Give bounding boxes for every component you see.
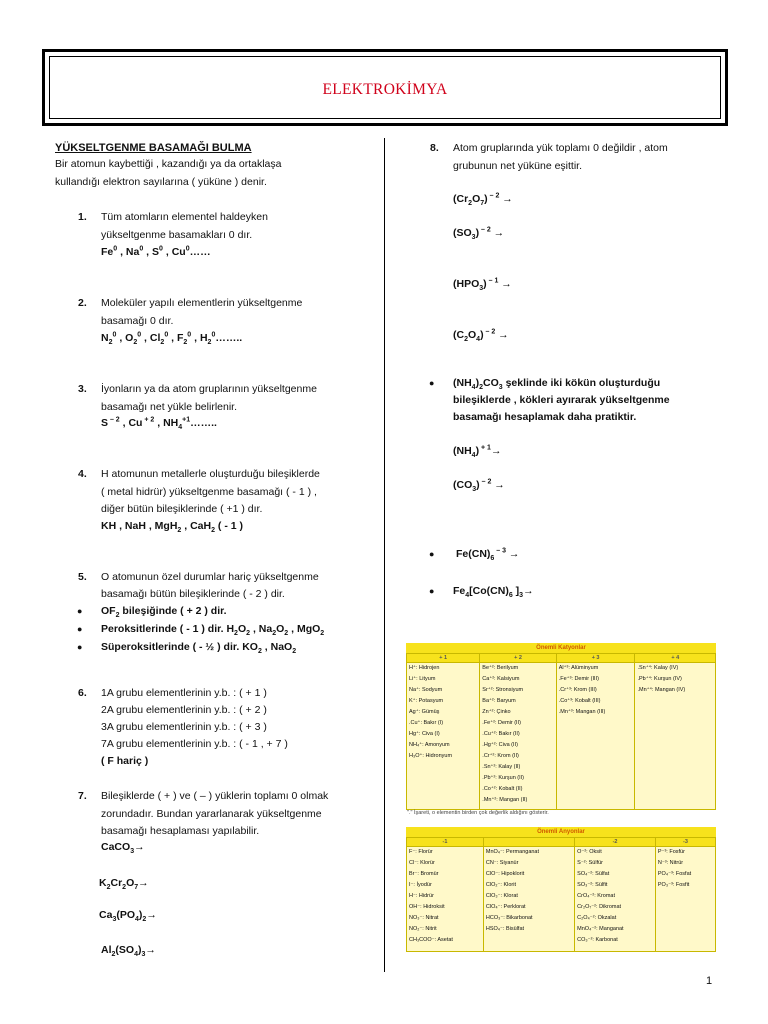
ion-entry: .Sn⁺²: Kalay (II) (482, 764, 521, 770)
item-5-bullet-3-text: Süperoksitlerinde ( - ½ ) dir. (101, 641, 240, 653)
ion-entry: .Hg⁺²: Civa (II) (482, 742, 518, 748)
cation-header: + 1 (407, 654, 480, 663)
item-4-formula: KH , NaH , MgH$_2$ , CaH$_2$ ( - 1 ) (101, 520, 243, 535)
item-4-line-1: H atomunun metallerle oluşturduğu bileşiklerde (101, 468, 320, 480)
ion-entry: .Fe⁺³: Demir (III) (558, 676, 599, 682)
item-1-number: 1. (78, 211, 87, 223)
ion-entry: S⁻²: Sülfür (577, 860, 603, 866)
cation-col-4 (635, 663, 716, 810)
item-4-line-3: diğer bütün bileşiklerinde ( +1 ) dır. (101, 503, 263, 515)
ion-entry: .Pb⁺²: Kurşun (II) (482, 775, 525, 781)
ion-entry: .Sn⁺⁴: Kalay (IV) (637, 665, 679, 671)
item-6-number: 6. (78, 687, 87, 699)
nh4-line-2: bileşiklerde , kökleri ayırarak yükseltgenme (453, 394, 670, 406)
item-5-number: 5. (78, 571, 87, 583)
item-1-line-1: Tüm atomların elementel haldeyken (101, 211, 268, 223)
anion-header: -3 (655, 838, 715, 847)
ion-entry: C₂O₄⁻²: Okzalat (577, 915, 617, 921)
anion-col-4 (655, 847, 715, 952)
formula-nh4: $(NH_4)$ $^{+ 1}$→ (453, 444, 502, 460)
ion-entry: .Mn⁺⁴: Mangan (IV) (637, 687, 686, 693)
formula-fecn6: $Fe(CN)_6$ $^{- 3}$ → (456, 547, 520, 563)
cation-header: + 3 (556, 654, 635, 663)
cation-header: + 4 (635, 654, 716, 663)
cations-title: Önemli Katyonlar (406, 643, 716, 653)
page-title: ELEKTROKİMYA (322, 81, 448, 98)
formula-so3: $(SO_3) ^{- 2}$ → (453, 226, 505, 242)
item-1-line-2: yükseltgenme basamakları 0 dır. (101, 229, 253, 241)
ion-entry: Na⁺: Sodyum (409, 687, 443, 693)
bullet: ● (429, 549, 435, 559)
item-8-number: 8. (430, 142, 439, 154)
cations-note: "." İşareti, o elementin birden çok değerlik aldığını gösterir. (407, 810, 549, 816)
ion-entry: Zn⁺²: Çinko (482, 709, 511, 715)
formula-ca3po42: $Ca_3(PO_4)_2\to$ (99, 909, 157, 924)
ion-entry: ClO₂⁻: Klorit (485, 882, 516, 888)
ion-entry: CO₃⁻²: Karbonat (577, 937, 618, 943)
cation-header: + 2 (480, 654, 556, 663)
bullet: ● (77, 624, 83, 634)
ion-entry: I⁻: İyodür (409, 882, 432, 888)
ion-entry: .Mn⁺²: Mangan (II) (482, 797, 528, 803)
ion-entry: Br⁻: Bromür (409, 871, 439, 877)
ion-entry: Cr₂O₇⁻²: Dikromat (577, 904, 622, 910)
ion-entry: Hg⁺: Civa (I) (409, 731, 440, 737)
ion-entry: SO₄⁻²: Sülfat (577, 871, 610, 877)
ion-entry: NO₂⁻: Nitrit (409, 926, 437, 932)
intro-line-1: Bir atomun kaybettiği , kazandığı ya da ortaklaşa (55, 158, 282, 170)
anions-title: Önemli Anyonlar (406, 827, 716, 837)
item-6-line-2: 2A grubu elementlerinin y.b. : ( + 2 ) (101, 704, 267, 716)
column-divider (384, 138, 385, 972)
ion-entry: CN⁻: Siyanür (485, 860, 519, 866)
intro-line-2: kullandığı elektron sayılarına ( yüküne ) denir. (55, 176, 267, 188)
item-3-line-1: İyonların ya da atom gruplarının yükseltgenme (101, 383, 317, 395)
ion-entry: Ba⁺²: Baryum (482, 698, 516, 704)
ion-entry: .Cr⁺²: Krom (II) (482, 753, 519, 759)
cations-table (406, 653, 716, 810)
title-box (42, 49, 728, 126)
ion-entry: P⁻³: Fosfür (657, 849, 685, 855)
ion-entry: PO₃⁻³: Fosfit (657, 882, 690, 888)
bullet: ● (429, 586, 435, 596)
item-6-line-4: 7A grubu elementlerinin y.b. : ( - 1 , + 7 ) (101, 738, 288, 750)
ion-entry: .Mn⁺³: Mangan (III) (558, 709, 606, 715)
item-5-bullet-3: Süperoksitlerinde ( - ½ ) dir. $KO_2$ , NaO$_2$ (101, 641, 297, 656)
ion-entry: .Fe⁺²: Demir (II) (482, 720, 521, 726)
item-6-line-5: ( F hariç ) (101, 755, 149, 767)
item-5-line-2: basamağı bütün bileşiklerinde ( - 2 ) dir. (101, 588, 285, 600)
bullet: ● (77, 606, 83, 616)
ion-entry: MnO₄⁻²: Manganat (577, 926, 624, 932)
ion-entry: HCO₃⁻: Bikarbonat (485, 915, 533, 921)
item-7-line-3: basamağı hesaplaması yapılabilir. (101, 825, 260, 837)
anion-header-blank (483, 838, 574, 847)
ion-entry: Ag⁺: Gümüş (409, 709, 440, 715)
ion-entry: NO₃⁻: Nitrat (409, 915, 439, 921)
item-5-bullet-1: $OF_2$ bileşiğinde ( + 2 ) dir. (101, 605, 227, 620)
item-5-line-1: O atomunun özel durumlar hariç yükseltgenme (101, 571, 319, 583)
ion-entry: .Co⁺²: Kobalt (II) (482, 786, 523, 792)
item-2-number: 2. (78, 297, 87, 309)
ion-entry: .Cu⁺: Bakır (I) (409, 720, 444, 726)
ion-entry: Be⁺²: Berilyum (482, 665, 519, 671)
item-2-line-1: Moleküler yapılı elementlerin yükseltgenme (101, 297, 303, 309)
ion-entry: .Pb⁺⁴: Kurşun (IV) (637, 676, 682, 682)
formula-al2so43: $Al_2(SO_4)_3\to$ (101, 944, 156, 959)
item-2-formula: $N_2^0$ , $O_2^0$ , $Cl_2^0$ , $F_2^0$ , $H_2^0\dots\dots$.. (101, 331, 243, 347)
formula-hpo3: $(HPO_3) ^{- 1}$ → (453, 277, 512, 293)
cation-col-2 (480, 663, 556, 810)
formula-fe4cocn6: $Fe_4[Co(CN)_6$ ]$_3\to$ (453, 585, 534, 600)
item-7-line-1: Bileşiklerde ( + ) ve ( – ) yüklerin toplamı 0 olmak (101, 790, 329, 802)
item-1-formula: Fe$^0$ , Na$^0$ , $S^0$ , Cu$^0$…… (101, 245, 211, 258)
anion-col-1 (407, 847, 484, 952)
formula-cr2o7: $(Cr_2O_7) ^{- 2}$ → (453, 192, 513, 208)
cation-col-3 (556, 663, 635, 810)
ion-entry: Sr⁺²: Stronsiyum (482, 687, 524, 693)
ion-entry: SO₃⁻²: Sülfit (577, 882, 608, 888)
ion-entry: N⁻³: Nitrür (657, 860, 684, 866)
ion-entry: .Co⁺³: Kobalt (III) (558, 698, 601, 704)
ion-entry: .Cr⁺³: Krom (III) (558, 687, 597, 693)
page-number: 1 (706, 975, 713, 987)
item-3-line-2: basamağı net yükle belirlenir. (101, 401, 237, 413)
ion-entry: H₃O⁺: Hidronyum (409, 753, 453, 759)
cation-col-1 (407, 663, 480, 810)
item-3-formula: S $^{- 2}$ , Cu $^{+ 2}$ , $NH_4^{+1}\dots\dots$.. (101, 416, 217, 432)
anion-header: -2 (575, 838, 656, 847)
ion-entry: CH₃COO⁻: Asetat (409, 937, 453, 943)
item-2-line-2: basamağı 0 dır. (101, 315, 174, 327)
ion-entry: NH₄⁺: Amonyum (409, 742, 450, 748)
item-4-number: 4. (78, 468, 87, 480)
ion-entry: ClO₃⁻: Klorat (485, 893, 518, 899)
bullet: ● (429, 378, 435, 388)
item-7-number: 7. (78, 790, 87, 802)
formula-c2o4: $(C_2O_4) ^{- 2}$ → (453, 328, 509, 344)
formula-k2cr2o7: $K_2Cr_2O_7\to$ (99, 877, 149, 892)
ion-entry: MnO₄⁻: Permanganat (485, 849, 540, 855)
ion-entry: H⁻: Hidrür (409, 893, 434, 899)
ion-entry: F⁻: Florür (409, 849, 433, 855)
nh4-line-1: $(NH_4)_2CO_3$ şeklinde iki kökün oluşturduğu (453, 377, 661, 392)
ion-entry: Li⁺: Lityum (409, 676, 436, 682)
item-5-bullet-2: Peroksitlerinde ( - 1 ) dir. $H_2O_2$ , $Na_2O_2$ , MgO$_2$ (101, 623, 325, 638)
anion-col-3 (575, 847, 656, 952)
item-5-bullet-2-text: Peroksitlerinde ( - 1 ) dir. (101, 623, 224, 635)
ion-entry: PO₄⁻³: Fosfat (657, 871, 692, 877)
ion-entry: OH⁻: Hidroksit (409, 904, 445, 910)
ion-entry: ClO₄⁻: Perklorat (485, 904, 526, 910)
item-6-line-3: 3A grubu elementlerinin y.b. : ( + 3 ) (101, 721, 267, 733)
ion-entry: K⁺: Potasyum (409, 698, 444, 704)
item-6-line-1: 1A grubu elementlerinin y.b. : ( + 1 ) (101, 687, 267, 699)
ion-entry: H⁺: Hidrojen (409, 665, 440, 671)
anion-header: -1 (407, 838, 484, 847)
nh4-line-3: basamağı hesaplamak daha pratiktir. (453, 411, 637, 423)
formula-co3: $(CO_3) ^{- 2}$ → (453, 478, 505, 494)
anion-col-2 (483, 847, 574, 952)
ion-entry: CrO₄⁻²: Kromat (577, 893, 616, 899)
item-8-line-1: Atom gruplarında yük toplamı 0 değildir , atom (453, 142, 668, 154)
item-4-line-2: ( metal hidrür) yükseltgenme basamağı ( - 1 ) , (101, 486, 317, 498)
ion-entry: HSO₄⁻: Bisülfat (485, 926, 525, 932)
item-7-line-2: zorundadır. Bundan yararlanarak yükseltgenme (101, 808, 322, 820)
formula-caco3: CaCO$_3$→ (101, 841, 145, 856)
nh4-line-1-text: şeklinde iki kökün oluşturduğu (505, 377, 661, 389)
ion-entry: Ca⁺²: Kalsiyum (482, 676, 520, 682)
ion-entry: ClO⁻: Hipoklorit (485, 871, 525, 877)
bullet: ● (77, 642, 83, 652)
section-heading: YÜKSELTGENME BASAMAĞI BULMA (55, 142, 252, 154)
item-8-line-2: grubunun net yüküne eşittir. (453, 160, 583, 172)
item-3-number: 3. (78, 383, 87, 395)
anions-table (406, 837, 716, 952)
ion-entry: O⁻²: Oksit (577, 849, 602, 855)
ion-entry: Cl⁻: Klorür (409, 860, 435, 866)
ion-entry: .Cu⁺²: Bakır (II) (482, 731, 520, 737)
ion-entry: Al⁺³: Alüminyum (558, 665, 599, 671)
